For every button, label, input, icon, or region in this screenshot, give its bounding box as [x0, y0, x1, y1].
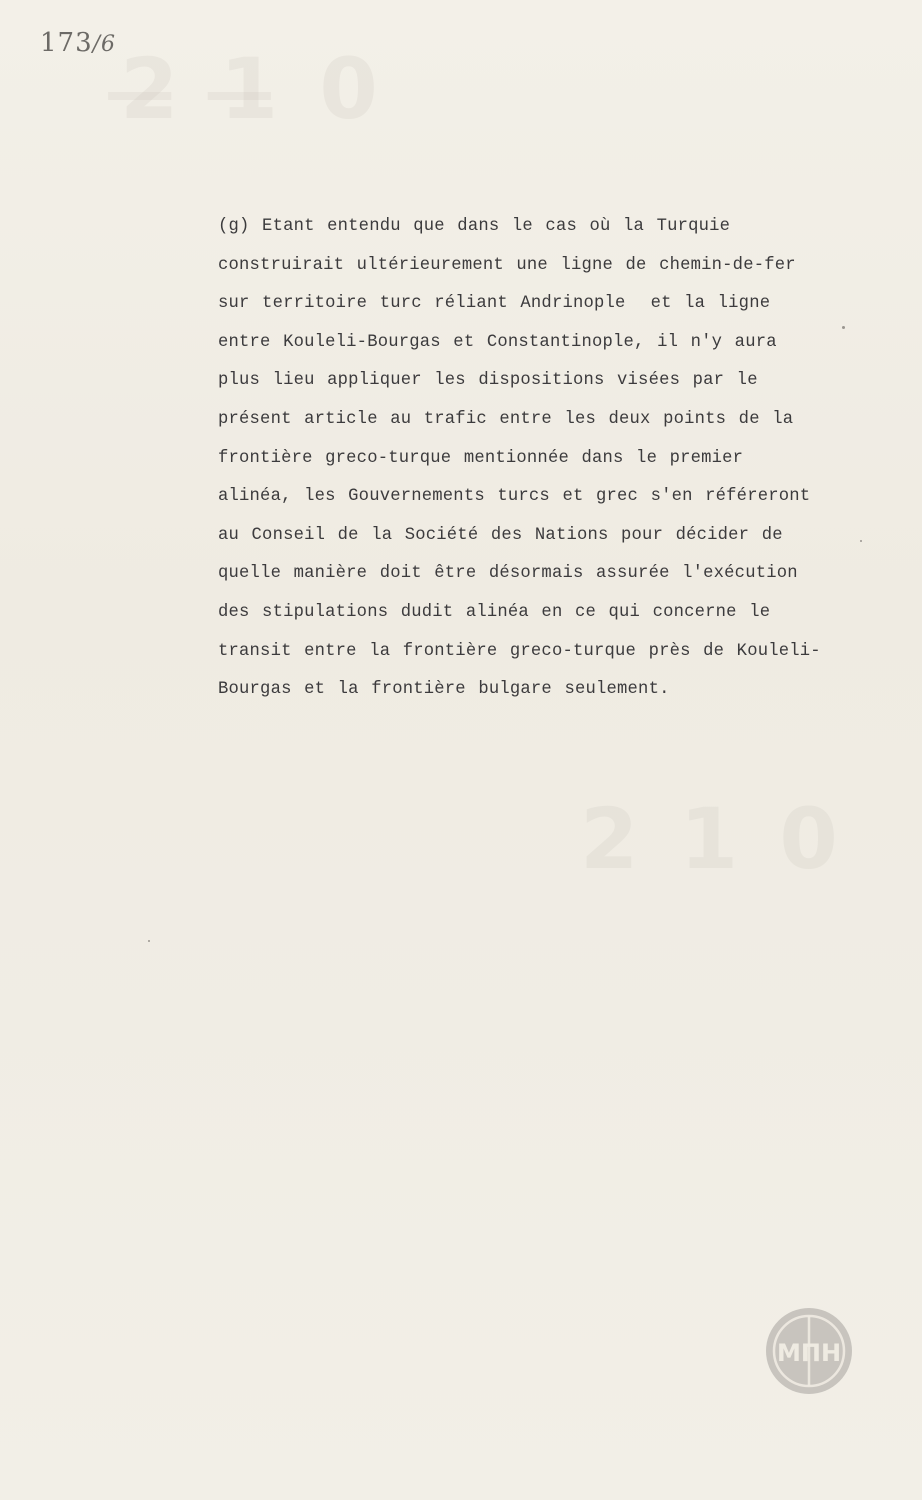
text-line: présent article au trafic entre les deux points de la — [218, 409, 794, 429]
folio-sub: /6 — [92, 32, 117, 57]
folio-main: 173 — [40, 28, 93, 58]
ink-speck — [842, 326, 845, 329]
text-line: alinéa, les Gouvernements turcs et grec s'en référeront — [218, 487, 811, 507]
text-line: plus lieu appliquer les dispositions visées par le — [218, 371, 758, 391]
text-line: Bourgas et la frontière bulgare seulement. — [218, 680, 670, 700]
text-line: frontière greco-turque mentionnée dans le premier — [218, 448, 744, 468]
seal-letters: ΜΠΗ — [776, 1339, 842, 1367]
text-line: entre Kouleli-Bourgas et Constantinople, il n'y aura — [218, 332, 777, 352]
text-line: (g) Etant entendu que dans le cas où la Turquie — [218, 217, 731, 236]
text-line: quelle manière doit être désormais assurée l'exécution — [218, 564, 798, 584]
text-line: au Conseil de la Société des Nations pour décider de — [218, 525, 783, 545]
faint-archive-number-watermark-lower: 2 1 0 — [580, 790, 844, 888]
ink-speck — [860, 540, 862, 542]
text-line: construirait ultérieurement une ligne de chemin-de-fer — [218, 255, 796, 275]
folio-number — [40, 28, 116, 58]
text-line: transit entre la frontière greco-turque près de Kouleli- — [218, 641, 821, 661]
ink-speck — [148, 940, 150, 942]
text-line: des stipulations dudit alinéa en ce qui concerne le — [218, 602, 771, 622]
archive-seal-stamp — [764, 1306, 854, 1396]
faint-archive-number-watermark: 2̶ 1̶ 0 — [120, 40, 384, 138]
text-line: sur territoire turc réliant Andrinople et la ligne — [218, 294, 771, 314]
typed-paragraph — [218, 208, 878, 710]
